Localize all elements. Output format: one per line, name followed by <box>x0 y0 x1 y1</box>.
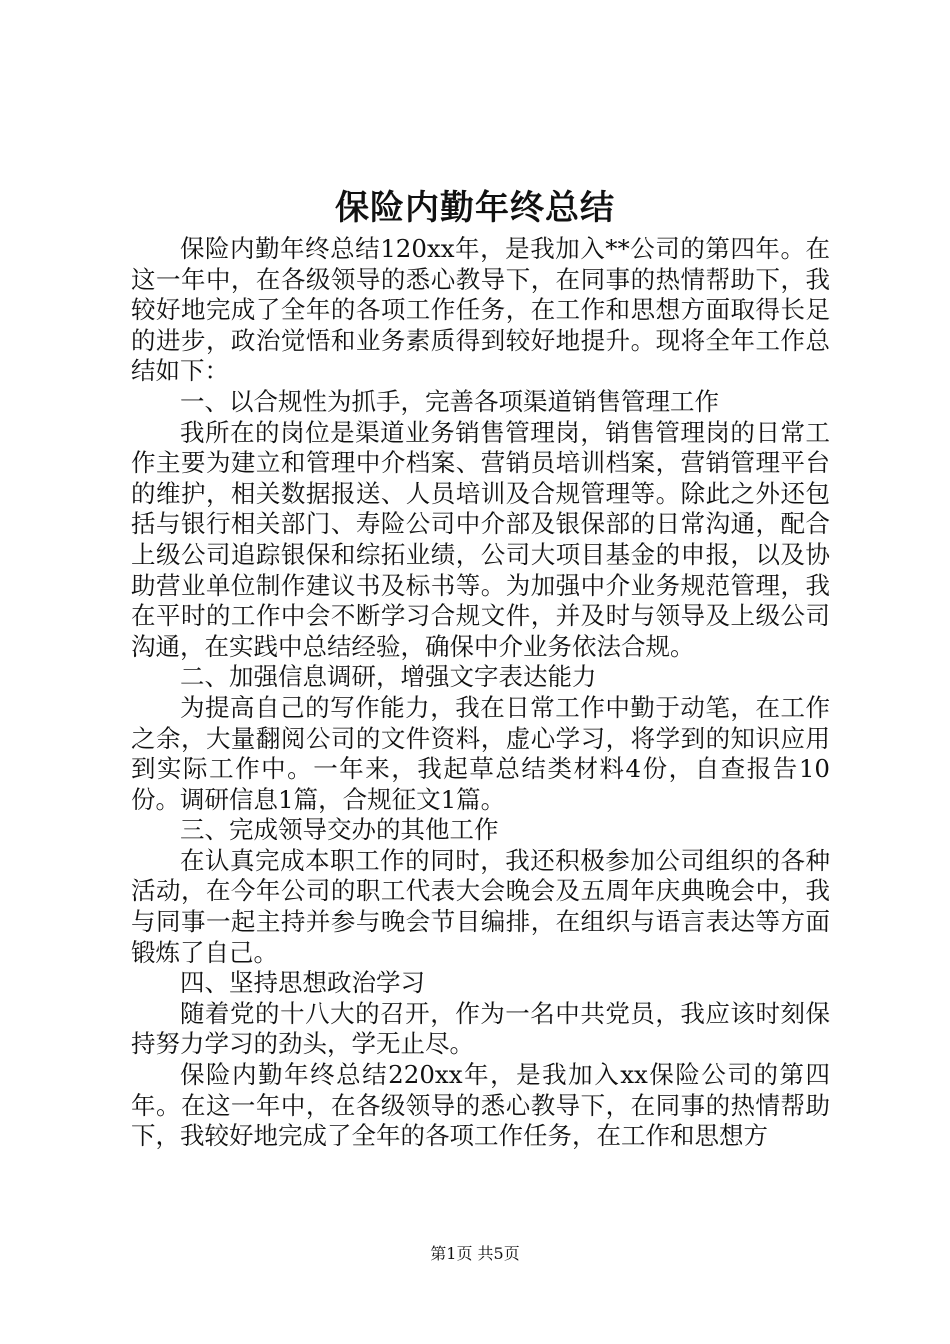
page-number-footer: 第1页 共5页 <box>430 1244 520 1263</box>
document-body <box>131 234 830 1152</box>
paragraph-section-1: 我所在的岗位是渠道业务销售管理岗，销售管理岗的日常工作主要为建立和管理中介档案、营销员培训档案，营销管理平台的维护，相关数据报送、人员培训及合规管理等。除此之外还包括与银行相关部门、寿险公司中介部及银保部的日常沟通，配合上级公司追踪银保和综拓业绩，公司大项目基金的申报，以及协助营业单位制作建议书及标书等。为加强中介业务规范管理，我在平时的工作中会不断学习合规文件，并及时与领导及上级公司沟通，在实践中总结经验，确保中介业务依法合规。 <box>131 417 830 661</box>
paragraph-second-summary: 保险内勤年终总结220xx年，是我加入xx保险公司的第四年。在这一年中，在各级领导的悉心教导下，在同事的热情帮助下，我较好地完成了全年的各项工作任务，在工作和思想方 <box>131 1060 830 1151</box>
paragraph-section-3: 在认真完成本职工作的同时，我还积极参加公司组织的各种活动，在今年公司的职工代表大会晚会及五周年庆典晚会中，我与同事一起主持并参与晚会节目编排，在组织与语言表达等方面锻炼了自己。 <box>131 845 830 967</box>
paragraph-section-4: 随着党的十八大的召开，作为一名中共党员，我应该时刻保持努力学习的劲头，学无止尽。 <box>131 998 830 1059</box>
paragraph-intro: 保险内勤年终总结120xx年，是我加入**公司的第四年。在这一年中，在各级领导的悉心教导下，在同事的热情帮助下，我较好地完成了全年的各项工作任务，在工作和思想方面取得长足的进步，政治觉悟和业务素质得到较好地提升。现将全年工作总结如下： <box>131 234 830 386</box>
section-heading-4: 四、坚持思想政治学习 <box>180 968 425 998</box>
section-heading-2: 二、加强信息调研，增强文字表达能力 <box>180 662 597 692</box>
section-heading-3: 三、完成领导交办的其他工作 <box>180 815 499 845</box>
document-title: 保险内勤年终总结 <box>335 188 615 228</box>
paragraph-section-2: 为提高自己的写作能力，我在日常工作中勤于动笔，在工作之余，大量翻阅公司的文件资料，虚心学习，将学到的知识应用到实际工作中。一年来，我起草总结类材料4份，自查报告10份。调研信息1篇，合规征文1篇。 <box>131 692 830 814</box>
section-heading-1: 一、以合规性为抓手，完善各项渠道销售管理工作 <box>180 386 719 416</box>
